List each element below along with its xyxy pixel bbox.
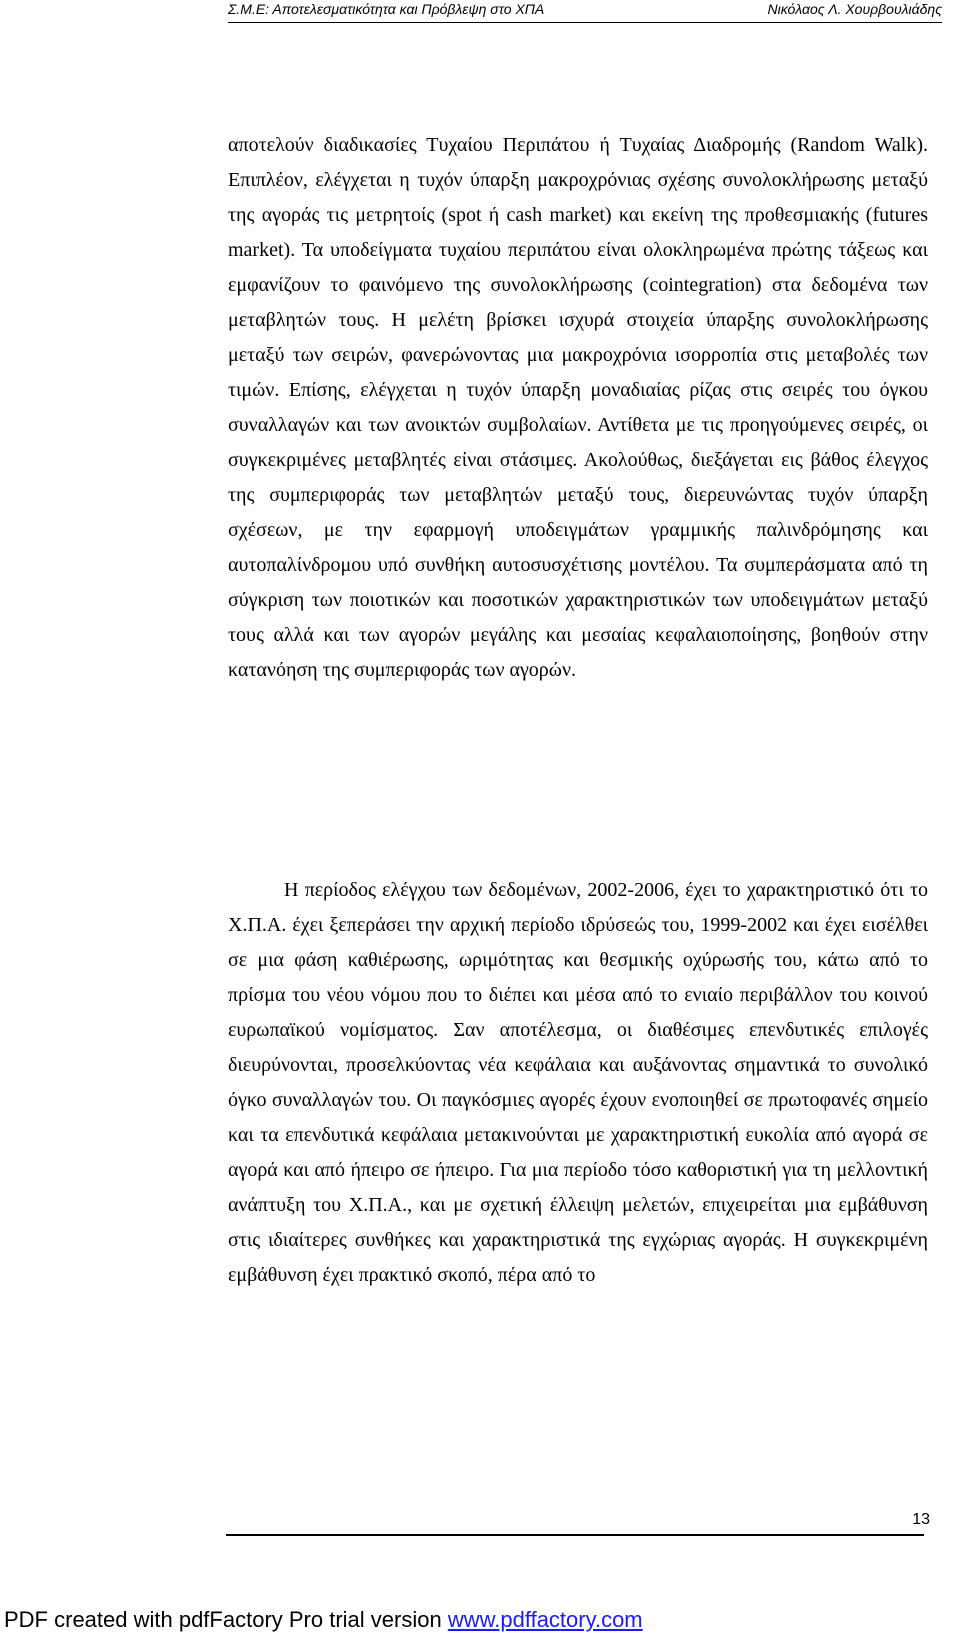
pdf-creator-footer — [4, 1607, 643, 1633]
body-paragraph-2: Η περίοδος ελέγχου των δεδομένων, 2002-2006, έχει το χαρακτηριστικό ότι το Χ.Π.Α. έχει ξεπεράσει την αρχική περίοδο ιδρύσεώς του, 1999-2002 και έχει εισέλθει σε μια φάση καθιέρωσης, ωριμότητας και θεσμικής οχύρωσής του, κάτω από το πρίσμα του νέου νόμου που το διέπει και μέσα από το ενιαίο περιβάλλον του κοινού ευρωπαϊκού νομίσματος. Σαν αποτέλεσμα, οι διαθέσιμες επενδυτικές επιλογές διευρύνονται, προσελκύοντας νέα κεφάλαια και αυξάνοντας σημαντικά το συνολικό όγκο συναλλαγών του. Οι παγκόσμιες αγορές έχουν ενοποιηθεί σε πρωτοφανές σημείο και τα επενδυτικά κεφάλαια μετακινούνται με χαρακτηριστική ευκολία από αγορά σε αγορά και από ήπειρο σε ήπειρο. Για μια περίοδο τόσο καθοριστική για τη μελλοντική ανάπτυξη του Χ.Π.Α., και με σχετική έλλειψη μελετών, επιχειρείται μια εμβάθυνση στις ιδιαίτερες συνθήκες και χαρακτηριστικά της εγχώριας αγοράς. Η συγκεκριμένη εμβάθυνση έχει πρακτικό σκοπό, πέρα από το — [228, 879, 928, 1286]
header-author: Νικόλαος Λ. Χουρβουλιάδης — [767, 1, 942, 17]
header-title: Σ.Μ.Ε: Αποτελεσματικότητα και Πρόβλεψη στο ΧΠΑ — [228, 1, 545, 17]
pdf-footer-text: PDF created with pdfFactory Pro trial version — [4, 1607, 448, 1632]
page-number: 13 — [912, 1511, 930, 1528]
body-paragraph-1: αποτελούν διαδικασίες Τυχαίου Περιπάτου ή Τυχαίας Διαδρομής (Random Walk). Επιπλέον, ελέγχεται η τυχόν ύπαρξη μακροχρόνιας σχέσης συνολοκλήρωσης μεταξύ της αγοράς τις μετρητοίς (spot ή cash market) και εκείνη της προθεσμιακής (futures market). Τα υποδείγματα τυχαίου περιπάτου είναι ολοκληρωμένα πρώτης τάξεως και εμφανίζουν το φαινόμενο της συνολοκλήρωσης (cointegration) στα δεδομένα των μεταβλητών τους. Η μελέτη βρίσκει ισχυρά στοιχεία ύπαρξης συνολοκλήρωσης μεταξύ των σειρών, φανερώνοντας μια μακροχρόνια ισορροπία στις μεταβολές των τιμών. Επίσης, ελέγχεται η τυχόν ύπαρξη μοναδιαίας ρίζας στις σειρές του όγκου συναλλαγών και των ανοικτών συμβολαίων. Αντίθετα με τις προηγούμενες σειρές, οι συγκεκριμένες μεταβλητές είναι στάσιμες. Ακολούθως, διεξάγεται εις βάθος έλεγχος της συμπεριφοράς των μεταβλητών μεταξύ τους, διερευνώντας τυχόν ύπαρξη σχέσεων, με την εφαρμογή υποδειγμάτων γραμμικής παλινδρόμησης και αυτοπαλίνδρομου υπό συνθήκη αυτοσυσχέτισης μοντέλου. Τα συμπεράσματα από τη σύγκριση των ποιοτικών και ποσοτικών χαρακτηριστικών των υποδειγμάτων μεταξύ τους αλλά και των αγορών μεγάλης και μεσαίας κεφαλαιοποίησης, βοηθούν στην κατανόηση της συμπεριφοράς των αγορών. — [228, 134, 928, 681]
footer-rule — [226, 1534, 924, 1536]
running-header — [228, 0, 942, 23]
pdffactory-link[interactable]: www.pdffactory.com — [447, 1607, 643, 1632]
